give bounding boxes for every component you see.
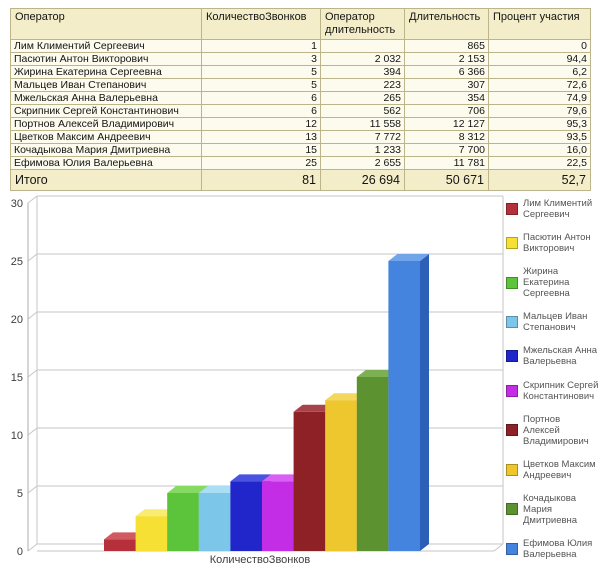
total-percent-cell: 52,7: [489, 170, 591, 191]
operator-cell: Кочадыкова Мария Дмитриевна: [11, 144, 202, 157]
op-duration-cell: 2 032: [321, 53, 405, 66]
legend-label: Цветков Максим Андреевич: [523, 458, 596, 481]
operator-cell: Мжельская Анна Валерьевна: [11, 92, 202, 105]
y-axis-tick-label: 10: [10, 430, 23, 442]
table-row: [11, 79, 591, 92]
table-header: [11, 9, 591, 40]
op-duration-cell: 265: [321, 92, 405, 105]
calls-cell: 13: [202, 131, 321, 144]
header-operator: Оператор: [11, 9, 202, 40]
operator-cell: Лим Климентий Сергеевич: [11, 40, 202, 53]
op-duration-cell: 223: [321, 79, 405, 92]
bar-front-face: [325, 400, 357, 551]
duration-cell: 354: [405, 92, 489, 105]
op-duration-cell: 394: [321, 66, 405, 79]
op-duration-cell: 1 233: [321, 144, 405, 157]
duration-cell: 8 312: [405, 131, 489, 144]
calls-cell: 5: [202, 66, 321, 79]
operator-cell: Ефимова Юлия Валерьевна: [11, 157, 202, 170]
calls-cell: 15: [202, 144, 321, 157]
legend-item: [506, 311, 599, 333]
table-footer: [11, 170, 591, 191]
bar-front-face: [104, 539, 136, 551]
percent-cell: 94,4: [489, 53, 591, 66]
table-header-row: [11, 9, 591, 40]
table-row: [11, 157, 591, 170]
table-row: [11, 118, 591, 131]
calls-cell: 1: [202, 40, 321, 53]
legend-swatch: [506, 203, 518, 215]
percent-cell: 16,0: [489, 144, 591, 157]
gridline-connector: [28, 428, 37, 435]
percent-cell: 72,6: [489, 79, 591, 92]
bar-front-face: [199, 493, 231, 551]
op-duration-cell: 11 558: [321, 118, 405, 131]
percent-cell: 22,5: [489, 157, 591, 170]
bar-front-face: [262, 481, 294, 551]
calls-cell: 25: [202, 157, 321, 170]
y-axis-tick-label: 15: [10, 372, 23, 384]
legend-item: [506, 345, 599, 367]
gridline-connector: [28, 370, 37, 377]
op-duration-cell: 7 772: [321, 131, 405, 144]
bar-side-face: [420, 254, 429, 551]
legend-item: [506, 198, 599, 220]
operator-cell: Цветков Максим Андреевич: [11, 131, 202, 144]
y-axis-tick-label: 20: [10, 314, 23, 326]
percent-cell: 0: [489, 40, 591, 53]
gridline-connector: [28, 486, 37, 493]
duration-cell: 307: [405, 79, 489, 92]
gridline-connector: [28, 544, 37, 551]
duration-cell: 706: [405, 105, 489, 118]
legend-swatch: [506, 464, 518, 476]
duration-cell: 12 127: [405, 118, 489, 131]
legend-swatch: [506, 543, 518, 555]
table-row: [11, 66, 591, 79]
legend-swatch: [506, 350, 518, 362]
op-duration-cell: [321, 40, 405, 53]
legend-swatch: [506, 277, 518, 289]
bar-front-face: [230, 481, 262, 551]
y-axis-tick-label: 25: [10, 256, 23, 268]
total-row: [11, 170, 591, 191]
header-op-duration: Оператор длительность: [321, 9, 405, 40]
legend-swatch: [506, 424, 518, 436]
legend-label: Портнов Алексей Владимирович: [523, 413, 589, 447]
chart-bar: [388, 254, 429, 551]
calls-cell: 5: [202, 79, 321, 92]
legend-label: Лим Климентий Сергеевич: [523, 198, 593, 220]
total-duration-cell: 50 671: [405, 170, 489, 191]
percent-cell: 6,2: [489, 66, 591, 79]
percent-cell: 79,6: [489, 105, 591, 118]
legend-label: Ефимова Юлия Валерьевна: [523, 537, 593, 560]
table-row: [11, 131, 591, 144]
legend-item: [506, 493, 599, 526]
total-calls-cell: 81: [202, 170, 321, 191]
y-axis-tick-label: 0: [16, 546, 23, 558]
operator-cell: Мальцев Иван Степанович: [11, 79, 202, 92]
legend-item: [506, 538, 599, 560]
legend-label: Пасютин Антон Викторович: [523, 232, 591, 255]
legend-swatch: [506, 385, 518, 397]
y-axis-tick-label: 5: [16, 488, 23, 500]
operator-cell: Портнов Алексей Владимирович: [11, 118, 202, 131]
percent-cell: 95,3: [489, 118, 591, 131]
legend-label: Кочадыкова Мария Дмитриевна: [523, 492, 578, 526]
gridline-connector: [28, 312, 37, 319]
op-duration-cell: 562: [321, 105, 405, 118]
bar-front-face: [136, 516, 168, 551]
legend-label: Мжельская Анна Валерьевна: [523, 345, 598, 368]
floor-right-edge: [494, 544, 503, 551]
percent-cell: 93,5: [489, 131, 591, 144]
y-axis-tick-label: 30: [10, 198, 23, 210]
bar-front-face: [357, 377, 389, 551]
x-axis-label: КоличествоЗвонков: [209, 554, 311, 566]
duration-cell: 6 366: [405, 66, 489, 79]
chart-legend: [506, 198, 599, 560]
table-row: [11, 105, 591, 118]
duration-cell: 11 781: [405, 157, 489, 170]
percent-cell: 74,9: [489, 92, 591, 105]
total-label-cell: Итого: [11, 170, 202, 191]
duration-cell: 865: [405, 40, 489, 53]
legend-item: [506, 459, 599, 481]
legend-label: Скрипник Сергей Константинович: [523, 379, 599, 402]
legend-swatch: [506, 237, 518, 249]
header-participation: Процент участия: [489, 9, 591, 40]
table-row: [11, 40, 591, 53]
report-screen: [0, 8, 600, 566]
legend-item: [506, 414, 599, 447]
calls-cell: 12: [202, 118, 321, 131]
table-row: [11, 92, 591, 105]
bar-front-face: [388, 261, 420, 551]
calls-cell: 3: [202, 53, 321, 66]
table-body: [11, 40, 591, 170]
operator-cell: Скрипник Сергей Константинович: [11, 105, 202, 118]
legend-swatch: [506, 503, 518, 515]
legend-swatch: [506, 316, 518, 328]
legend-item: [506, 232, 599, 254]
gridline-connector: [28, 196, 37, 203]
operator-cell: Жирина Екатерина Сергеевна: [11, 66, 202, 79]
header-duration: Длительность: [405, 9, 489, 40]
table-row: [11, 144, 591, 157]
bar-front-face: [294, 412, 326, 551]
total-op-duration-cell: 26 694: [321, 170, 405, 191]
op-duration-cell: 2 655: [321, 157, 405, 170]
calls-cell: 6: [202, 105, 321, 118]
operator-cell: Пасютин Антон Викторович: [11, 53, 202, 66]
gridline-connector: [28, 254, 37, 261]
legend-label: Жирина Екатерина Сергеевна: [523, 266, 570, 300]
duration-cell: 7 700: [405, 144, 489, 157]
legend-label: Мальцев Иван Степанович: [523, 311, 588, 334]
legend-item: [506, 380, 599, 402]
duration-cell: 2 153: [405, 53, 489, 66]
operators-table: [10, 8, 591, 191]
bar-front-face: [167, 493, 199, 551]
chart-area: [0, 195, 600, 566]
legend-item: [506, 266, 599, 299]
calls-cell: 6: [202, 92, 321, 105]
header-calls-count: КоличествоЗвонков: [202, 9, 321, 40]
table-row: [11, 53, 591, 66]
